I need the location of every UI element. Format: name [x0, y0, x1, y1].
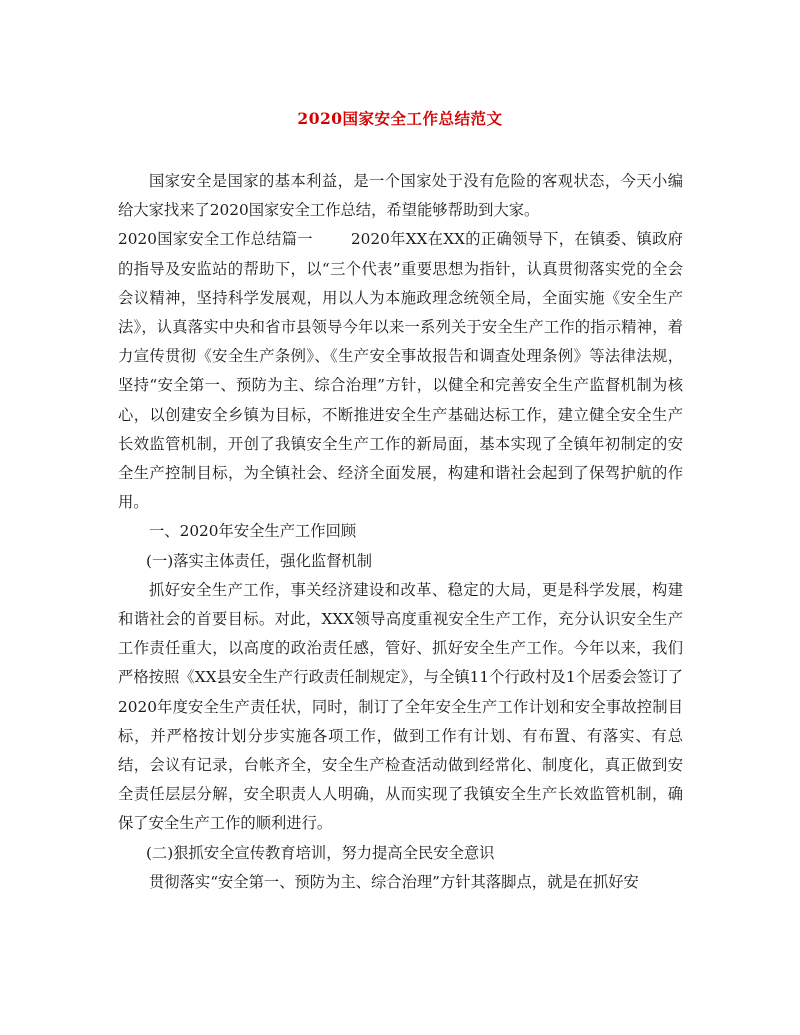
document-body [118, 167, 683, 897]
document-title: 2020国家安全工作总结范文 [297, 109, 503, 128]
paragraph-education: 贯彻落实“安全第一、预防为主、综合治理”方针其落脚点，就是在抓好安 [149, 872, 639, 891]
section-paragraph [118, 225, 683, 517]
section-text: 2020年XX在XX的正确领导下，在镇委、镇政府的指导及安监站的帮助下，以“三个代表”重要思想为指针，认真贯彻落实党的全会会议精神，坚持科学发展观，用以人为本施政理念统领全局，全面实施《安全生产法》，认真落实中央和省市县领导今年以来一系列关于安全生产工作的指示精神，着力宣传贯彻《安全生产条例》、《生产安全事故报告和调查处理条例》等法律法规，坚持“安全第一、预防为主、综合治理”方针，以健全和完善安全生产监督机制为核心，以创建安全乡镇为目标，不断推进安全生产基础达标工作，建立健全安全生产长效监管机制，开创了我镇安全生产工作的新局面，基本实现了全镇年初制定的安全生产控制目标，为全镇社会、经济全面发展，构建和谐社会起到了保驾护航的作用。 [118, 230, 683, 512]
subheading-responsibility: (一)落实主体责任，强化监督机制 [146, 551, 373, 570]
paragraph-responsibility: 抓好安全生产工作，事关经济建设和改革、稳定的大局，更是科学发展，构建和谐社会的首要目标。对此，XXX领导高度重视安全生产工作，充分认识安全生产工作责任重大，以高度的政治责任感，管好、抓好安全生产工作。今年以来，我们严格按照《XX县安全生产行政责任制规定》，与全镇11个行政村及1个居委会签订了2020年度安全生产责任状，同时，制订了全年安全生产工作计划和安全事故控制目标，并严格按计划分步实施各项工作，做到工作有计划、有布置、有落实、有总结，会议有记录，台帐齐全，安全生产检查活动做到经常化、制度化，真正做到安全责任层层分解，安全职责人人明确，从而实现了我镇安全生产长效监管机制，确保了安全生产工作的顺利进行。 [118, 580, 683, 833]
heading-review: 一、2020年安全生产工作回顾 [149, 522, 357, 541]
intro-paragraph: 国家安全是国家的基本利益，是一个国家处于没有危险的客观状态，今天小编给大家找来了2020国家安全工作总结，希望能够帮助到大家。 [118, 172, 683, 220]
section-label: 2020国家安全工作总结篇一 [118, 230, 313, 249]
subheading-education: (二)狠抓安全宣传教育培训，努力提高全民安全意识 [146, 843, 495, 862]
